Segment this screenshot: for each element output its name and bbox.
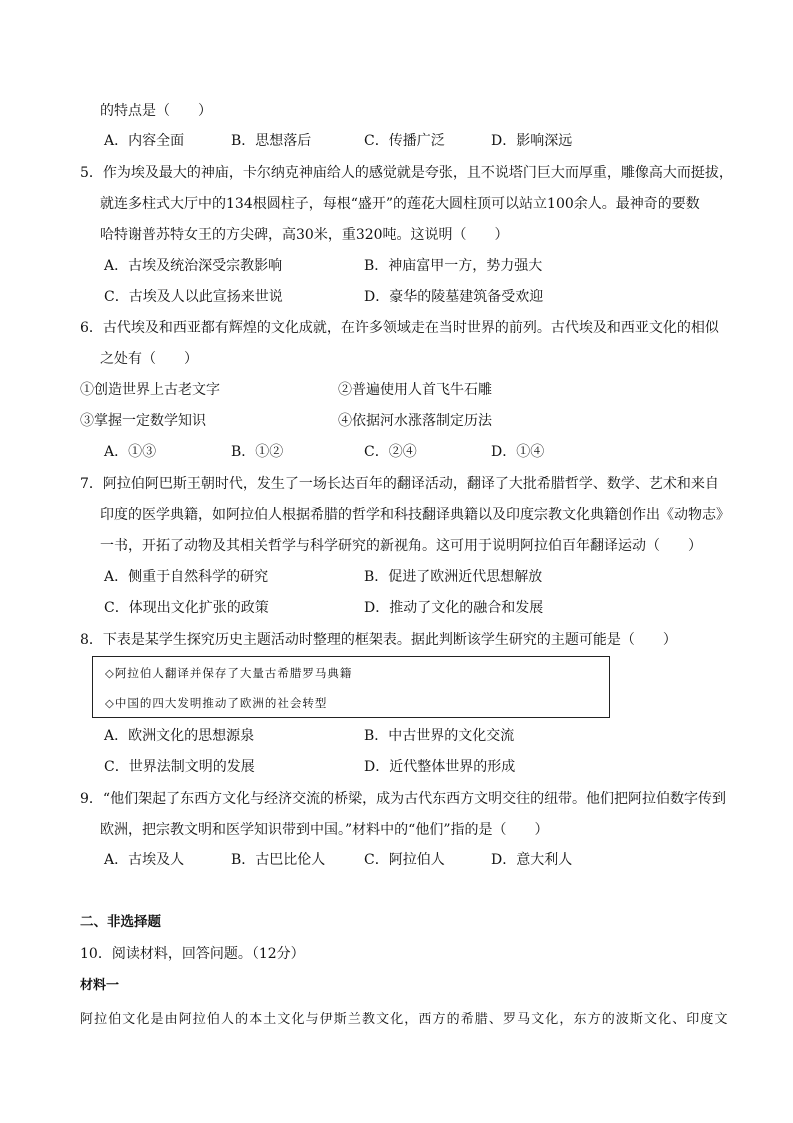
q4-option-a[interactable]: A．内容全面 bbox=[104, 133, 185, 149]
q5-line-1: 5．作为埃及最大的神庙，卡尔纳克神庙给人的感觉就是夸张，且不说塔门巨大而厚重，雕像高大而挺拔， bbox=[80, 165, 733, 181]
q5-option-c[interactable]: C．古埃及人以此宣扬来世说 bbox=[104, 289, 283, 305]
q5-option-a[interactable]: A．古埃及统治深受宗教影响 bbox=[104, 258, 283, 274]
q6-statement-3: ③掌握一定数学知识 bbox=[80, 413, 206, 429]
q6-option-b[interactable]: B．①② bbox=[231, 444, 284, 460]
q4-option-d[interactable]: D．影响深远 bbox=[491, 133, 573, 149]
q8-option-c[interactable]: C．世界法制文明的发展 bbox=[104, 759, 255, 775]
q9-option-a[interactable]: A．古埃及人 bbox=[104, 852, 185, 868]
q9-option-b[interactable]: B．古巴比伦人 bbox=[231, 852, 326, 868]
q6-statement-1: ①创造世界上古老文字 bbox=[80, 382, 220, 398]
q9-option-d[interactable]: D．意大利人 bbox=[491, 852, 573, 868]
q8-option-d[interactable]: D．近代整体世界的形成 bbox=[364, 759, 516, 775]
q7-option-a[interactable]: A．侧重于自然科学的研究 bbox=[104, 569, 269, 585]
q7-option-c[interactable]: C．体现出文化扩张的政策 bbox=[104, 600, 269, 616]
q6-statement-2: ②普遍使用人首飞牛石雕 bbox=[338, 382, 492, 398]
q4-tail: 的特点是（ ） bbox=[100, 103, 212, 119]
q6-option-a[interactable]: A．①③ bbox=[104, 444, 157, 460]
material-label: 材料一 bbox=[80, 978, 120, 993]
q5-option-d[interactable]: D．豪华的陵墓建筑备受欢迎 bbox=[364, 289, 544, 305]
q6-line-1: 6．古代埃及和西亚都有辉煌的文化成就，在许多领域走在当时世界的前列。古代埃及和西亚文化的相似 bbox=[80, 320, 719, 336]
q8-table-row-2: ◇中国的四大发明推动了欧洲的社会转型 bbox=[105, 696, 328, 710]
q6-option-d[interactable]: D．①④ bbox=[491, 444, 545, 460]
q6-option-c[interactable]: C．②④ bbox=[364, 444, 417, 460]
q9-option-c[interactable]: C．阿拉伯人 bbox=[364, 852, 445, 868]
q7-line-3: 一书，开拓了动物及其相关哲学与科学研究的新视角。这可用于说明阿拉伯百年翻译运动（ ） bbox=[100, 538, 702, 554]
q8-option-a[interactable]: A．欧洲文化的思想源泉 bbox=[104, 728, 255, 744]
q10-line: 10．阅读材料，回答问题。（12分） bbox=[80, 946, 305, 962]
q4-option-c[interactable]: C．传播广泛 bbox=[364, 133, 445, 149]
q6-line-2: 之处有（ ） bbox=[100, 351, 198, 367]
q8-option-b[interactable]: B．中古世界的文化交流 bbox=[364, 728, 515, 744]
material-text: 阿拉伯文化是由阿拉伯人的本土文化与伊斯兰教文化，西方的希腊、罗马文化，东方的波斯文化、印度文 bbox=[80, 1012, 729, 1027]
q5-line-3: 哈特谢普苏特女王的方尖碑，高30米，重320吨。这说明（ ） bbox=[100, 227, 509, 243]
section-title: 二、非选择题 bbox=[80, 914, 161, 930]
q9-line-1: 9．“他们架起了东西方文化与经济交流的桥梁，成为古代东西方文明交往的纽带。他们把阿拉伯数字传到 bbox=[80, 791, 727, 807]
q6-statement-4: ④依据河水涨落制定历法 bbox=[338, 413, 492, 429]
q7-option-b[interactable]: B．促进了欧洲近代思想解放 bbox=[364, 569, 543, 585]
q8-framework-table bbox=[92, 656, 610, 718]
q7-line-2: 印度的医学典籍，如阿拉伯人根据希腊的哲学和科技翻译典籍以及印度宗教文化典籍创作出《动物志》 bbox=[100, 507, 730, 523]
q4-option-b[interactable]: B．思想落后 bbox=[231, 133, 312, 149]
q5-option-b[interactable]: B．神庙富甲一方，势力强大 bbox=[364, 258, 543, 274]
q7-option-d[interactable]: D．推动了文化的融合和发展 bbox=[364, 600, 544, 616]
q7-line-1: 7．阿拉伯阿巴斯王朝时代，发生了一场长达百年的翻译活动，翻译了大批希腊哲学、数学、艺术和来自 bbox=[80, 476, 719, 492]
q8-line: 8．下表是某学生探究历史主题活动时整理的框架表。据此判断该学生研究的主题可能是（ ） bbox=[80, 632, 677, 648]
q5-line-2: 就连多柱式大厅中的134根圆柱子，每根“盛开”的莲花大圆柱顶可以站立100余人。最神奇的要数 bbox=[100, 196, 700, 212]
q8-table-row-1: ◇阿拉伯人翻译并保存了大量古希腊罗马典籍 bbox=[105, 666, 353, 680]
q9-line-2: 欧洲，把宗教文明和医学知识带到中国。”材料中的“他们”指的是（ ） bbox=[100, 822, 549, 838]
